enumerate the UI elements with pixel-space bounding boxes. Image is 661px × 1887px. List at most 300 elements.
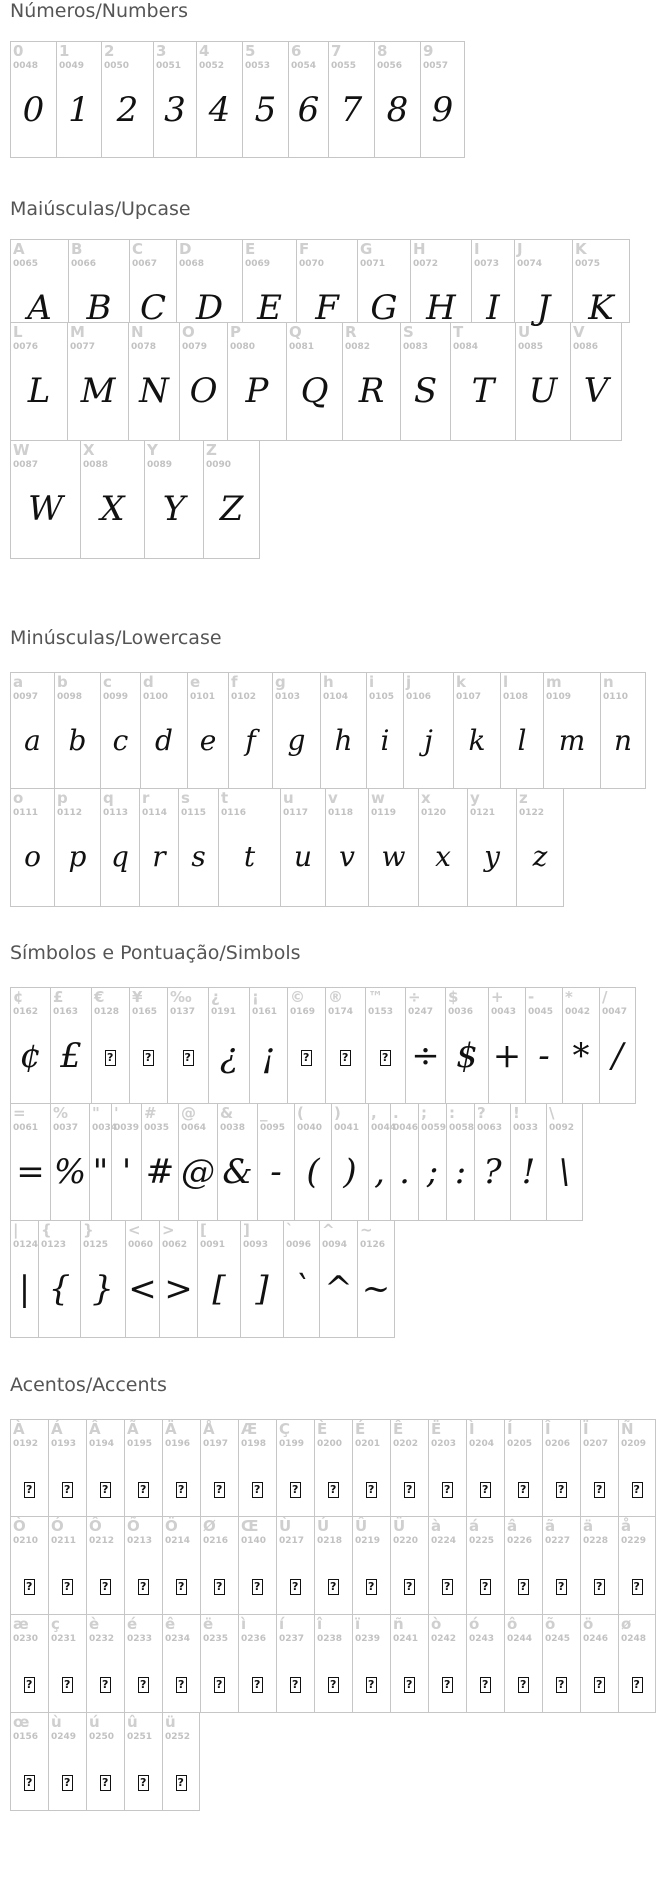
glyph-code-label: 0100	[143, 692, 169, 702]
glyph-row	[10, 1221, 636, 1338]
glyph-code-label: 0070	[299, 259, 325, 269]
missing-glyph-icon	[353, 1480, 390, 1498]
glyph-sample: l	[517, 724, 527, 757]
replacement-box-icon	[404, 1677, 415, 1693]
glyph-character-label: Ò	[13, 1517, 26, 1535]
replacement-box-icon	[100, 1482, 111, 1498]
glyph-sample: =	[16, 1152, 45, 1192]
glyph-code-label: 0056	[377, 61, 403, 71]
glyph-sample: ]	[255, 1269, 269, 1309]
glyph-cell	[466, 1517, 504, 1615]
glyph-code-label: 0196	[165, 1439, 191, 1449]
glyph-code-label: 0066	[71, 259, 97, 269]
glyph-character-label: 8	[377, 42, 388, 60]
glyph-sample: /	[611, 1036, 624, 1076]
glyph-character-label: H	[413, 240, 426, 258]
missing-glyph-icon	[130, 1048, 167, 1066]
glyph-character-label: ù	[51, 1713, 62, 1731]
glyph-cell	[276, 1419, 314, 1517]
replacement-box-icon	[632, 1579, 643, 1595]
glyph-character-label: û	[127, 1713, 138, 1731]
glyph-code-label: 0252	[165, 1732, 191, 1742]
missing-glyph-icon	[239, 1675, 276, 1693]
glyph-sample: {	[48, 1269, 71, 1309]
glyph-character-label: p	[57, 789, 68, 807]
glyph-code-label: 0064	[181, 1123, 207, 1133]
glyph-character-label: ì	[241, 1615, 247, 1633]
glyph-code-label: 0250	[89, 1732, 115, 1742]
missing-glyph-icon	[429, 1577, 466, 1595]
glyph-code-label: 0069	[245, 259, 271, 269]
glyph-code-label: 0111	[13, 808, 39, 818]
glyph-cell	[618, 1419, 656, 1517]
glyph-cell	[200, 1517, 238, 1615]
glyph-character-label: Ì	[469, 1420, 475, 1438]
replacement-box-icon	[24, 1579, 35, 1595]
glyph-character-label: B	[71, 240, 83, 258]
glyph-character-label: ö	[583, 1615, 594, 1633]
glyph-code-label: 0247	[408, 1007, 434, 1017]
glyph-sample: i	[380, 724, 390, 757]
glyph-code-label: 0049	[59, 61, 85, 71]
missing-glyph-icon	[543, 1480, 580, 1498]
missing-glyph-icon	[619, 1675, 655, 1693]
glyph-character-label: P	[230, 323, 241, 341]
glyph-row	[10, 789, 646, 907]
section-title-symbols: Símbolos e Pontuação/Simbols	[10, 942, 301, 964]
replacement-box-icon	[176, 1579, 187, 1595]
glyph-sample: '	[121, 1152, 132, 1192]
glyph-character-label: U	[518, 323, 531, 341]
glyph-character-label: &	[220, 1104, 234, 1122]
glyph-code-label: 0104	[323, 692, 349, 702]
glyph-code-label: 0248	[621, 1634, 647, 1644]
glyph-sample: d	[155, 724, 173, 757]
missing-glyph-icon	[11, 1577, 48, 1595]
glyph-sample: K	[588, 288, 614, 328]
missing-glyph-icon	[201, 1480, 238, 1498]
glyph-code-label: 0242	[431, 1634, 457, 1644]
glyph-character-label: ò	[431, 1615, 442, 1633]
glyph-sample: *	[572, 1036, 590, 1076]
glyph-code-label: 0102	[231, 692, 257, 702]
glyph-code-label: 0087	[13, 460, 39, 470]
glyph-cell	[91, 987, 129, 1104]
glyph-cell	[466, 1615, 504, 1713]
replacement-box-icon	[404, 1579, 415, 1595]
glyph-code-label: 0068	[179, 259, 205, 269]
glyph-sample: ;	[426, 1152, 439, 1192]
glyph-character-label: F	[299, 240, 310, 258]
glyph-character-label: n	[603, 673, 614, 691]
glyph-cell	[319, 1221, 357, 1338]
glyph-code-label: 0116	[221, 808, 247, 818]
glyph-cell	[129, 987, 167, 1104]
glyph-cell	[600, 672, 646, 789]
glyph-sample: g	[287, 724, 306, 757]
glyph-sample: ¿	[219, 1036, 239, 1076]
glyph-character-label: E	[245, 240, 256, 258]
glyph-cell	[466, 1419, 504, 1517]
glyph-sample: R	[358, 371, 385, 411]
glyph-code-label: 0125	[83, 1240, 109, 1250]
glyph-character-label: :	[449, 1104, 455, 1122]
glyph-code-label: 0038	[220, 1123, 246, 1133]
glyph-cell	[368, 1104, 397, 1221]
glyph-code-label: 0227	[545, 1536, 571, 1546]
glyph-cell	[471, 239, 514, 328]
glyph-cell	[86, 1615, 124, 1713]
glyph-code-label: 0075	[575, 259, 601, 269]
glyph-sample: -	[270, 1152, 282, 1192]
glyph-cell	[572, 239, 630, 328]
glyph-cell	[331, 1104, 368, 1221]
glyph-character-label: G	[360, 240, 373, 258]
glyph-character-label: 6	[291, 42, 302, 60]
glyph-code-label: 0085	[518, 342, 544, 352]
missing-glyph-icon	[239, 1577, 276, 1595]
glyph-character-label: i	[369, 673, 375, 691]
glyph-sample: t	[243, 840, 256, 873]
glyph-character-label: õ	[545, 1615, 556, 1633]
glyph-cell	[10, 1104, 50, 1221]
glyph-code-label: 0065	[13, 259, 39, 269]
glyph-cell	[400, 323, 450, 441]
glyph-code-label: 0195	[127, 1439, 153, 1449]
glyph-character-label: ]	[243, 1221, 250, 1239]
glyph-code-label: 0088	[83, 460, 109, 470]
glyph-code-label: 0212	[89, 1536, 115, 1546]
glyph-sample: J	[536, 288, 551, 328]
glyph-code-label: 0084	[453, 342, 479, 352]
replacement-box-icon	[138, 1482, 149, 1498]
glyph-character-label: '	[114, 1104, 119, 1122]
glyph-character-label: €	[94, 988, 105, 1006]
glyph-code-label: 0105	[369, 692, 395, 702]
glyph-sample: Y	[162, 489, 186, 529]
glyph-code-label: 0043	[491, 1007, 517, 1017]
glyph-cell	[10, 41, 56, 158]
glyph-character-label: L	[13, 323, 23, 341]
glyph-code-label: 0214	[165, 1536, 191, 1546]
glyph-sample: v	[339, 840, 355, 873]
glyph-cell	[124, 1713, 162, 1811]
glyph-sample: O	[189, 371, 218, 411]
glyph-character-label: x	[421, 789, 431, 807]
glyph-code-label: 0114	[142, 808, 168, 818]
glyph-character-label: R	[345, 323, 357, 341]
glyph-character-label: Î	[545, 1420, 551, 1438]
glyph-sample: f	[245, 724, 256, 757]
glyph-character-label: Â	[89, 1420, 101, 1438]
glyph-cell	[504, 1615, 542, 1713]
glyph-code-label: 0234	[165, 1634, 191, 1644]
replacement-box-icon	[290, 1482, 301, 1498]
glyph-character-label: Ó	[51, 1517, 64, 1535]
missing-glyph-icon	[92, 1048, 129, 1066]
glyph-cell	[178, 789, 218, 907]
replacement-box-icon	[301, 1050, 312, 1066]
glyph-cell	[410, 239, 471, 328]
missing-glyph-icon	[581, 1480, 618, 1498]
glyph-character-label: ‰	[170, 988, 192, 1006]
missing-glyph-icon	[505, 1675, 542, 1693]
glyph-sample: n	[613, 724, 633, 757]
glyph-character-label: l	[503, 673, 509, 691]
glyph-code-label: 0108	[503, 692, 529, 702]
glyph-cell	[48, 1713, 86, 1811]
glyph-cell	[294, 1104, 331, 1221]
glyph-code-label: 0239	[355, 1634, 381, 1644]
glyph-code-label: 0062	[162, 1240, 188, 1250]
glyph-code-label: 0090	[206, 460, 232, 470]
replacement-box-icon	[290, 1677, 301, 1693]
glyph-sample: ¡	[261, 1036, 276, 1076]
glyph-cell	[249, 987, 287, 1104]
glyph-character-label: _	[260, 1104, 268, 1122]
glyph-character-label: ¡	[252, 988, 259, 1006]
glyph-character-label: Ç	[279, 1420, 291, 1438]
missing-glyph-icon	[125, 1675, 162, 1693]
replacement-box-icon	[62, 1482, 73, 1498]
glyph-cell	[10, 1615, 48, 1713]
glyph-character-label: u	[283, 789, 294, 807]
glyph-cell	[580, 1419, 618, 1517]
glyph-cell	[390, 1104, 418, 1221]
replacement-box-icon	[404, 1482, 415, 1498]
glyph-sample: ~	[361, 1269, 391, 1309]
glyph-character-label: Ã	[127, 1420, 139, 1438]
glyph-cell	[217, 1104, 257, 1221]
glyph-sample: p	[68, 840, 87, 873]
glyph-cell	[68, 239, 129, 328]
glyph-cell	[10, 1713, 48, 1811]
glyph-character-label: Ä	[165, 1420, 177, 1438]
glyph-code-label: 0039	[114, 1123, 140, 1133]
glyph-cell	[162, 1419, 200, 1517]
glyph-code-label: 0072	[413, 259, 439, 269]
glyph-character-label: ä	[583, 1517, 594, 1535]
glyph-cell	[580, 1615, 618, 1713]
glyph-sample: C	[139, 288, 166, 328]
glyph-sample: S	[413, 371, 438, 411]
glyph-code-label: 0035	[144, 1123, 170, 1133]
replacement-box-icon	[632, 1677, 643, 1693]
missing-glyph-icon	[315, 1480, 352, 1498]
replacement-box-icon	[594, 1482, 605, 1498]
glyph-character-label: ó	[469, 1615, 480, 1633]
glyph-sample: [	[212, 1269, 226, 1309]
glyph-cell	[525, 987, 562, 1104]
replacement-box-icon	[24, 1482, 35, 1498]
glyph-cell	[48, 1419, 86, 1517]
replacement-box-icon	[328, 1482, 339, 1498]
glyph-character-label: É	[355, 1420, 366, 1438]
glyph-code-label: 0057	[423, 61, 449, 71]
glyph-grid-symbols	[10, 987, 636, 1338]
glyph-cell	[10, 789, 54, 907]
glyph-cell	[208, 987, 249, 1104]
glyph-cell	[144, 441, 203, 559]
glyph-cell	[179, 323, 227, 441]
glyph-cell	[10, 1517, 48, 1615]
missing-glyph-icon	[125, 1577, 162, 1595]
glyph-character-label: Ø	[203, 1517, 216, 1535]
glyph-cell	[328, 41, 374, 158]
glyph-character-label: Õ	[127, 1517, 140, 1535]
glyph-cell	[238, 1517, 276, 1615]
glyph-character-label: .	[393, 1104, 399, 1122]
glyph-character-label: ?	[477, 1104, 486, 1122]
glyph-cell	[542, 1615, 580, 1713]
glyph-character-label: à	[431, 1517, 442, 1535]
glyph-code-label: 0034	[92, 1123, 118, 1133]
glyph-character-label: œ	[13, 1713, 30, 1731]
glyph-cell	[562, 987, 599, 1104]
glyph-cell	[450, 323, 515, 441]
glyph-character-label: v	[328, 789, 338, 807]
replacement-box-icon	[480, 1579, 491, 1595]
glyph-character-label: o	[13, 789, 24, 807]
glyph-code-label: 0244	[507, 1634, 533, 1644]
glyph-character-label: %	[53, 1104, 69, 1122]
missing-glyph-icon	[163, 1577, 200, 1595]
glyph-character-label: q	[103, 789, 114, 807]
replacement-box-icon	[556, 1677, 567, 1693]
missing-glyph-icon	[391, 1675, 428, 1693]
glyph-cell	[10, 323, 67, 441]
glyph-grid-lowercase	[10, 672, 646, 907]
glyph-sample: w	[381, 840, 406, 873]
missing-glyph-icon	[467, 1675, 504, 1693]
glyph-character-label: r	[142, 789, 150, 807]
glyph-character-label: g	[275, 673, 286, 691]
glyph-sample: \	[558, 1152, 571, 1192]
missing-glyph-icon	[543, 1675, 580, 1693]
glyph-code-label: 0213	[127, 1536, 153, 1546]
glyph-character-label: <	[128, 1221, 141, 1239]
glyph-cell	[488, 987, 525, 1104]
glyph-cell	[618, 1517, 656, 1615]
glyph-sample: G	[370, 288, 398, 328]
glyph-character-label: y	[470, 789, 480, 807]
glyph-code-label: 0231	[51, 1634, 77, 1644]
replacement-box-icon	[176, 1677, 187, 1693]
glyph-sample: <	[128, 1269, 157, 1309]
glyph-cell	[428, 1615, 466, 1713]
replacement-box-icon	[214, 1677, 225, 1693]
replacement-box-icon	[556, 1579, 567, 1595]
glyph-code-label: 0098	[57, 692, 83, 702]
missing-glyph-icon	[429, 1675, 466, 1693]
glyph-character-label: 7	[331, 42, 342, 60]
glyph-character-label: È	[317, 1420, 328, 1438]
glyph-sample: 8	[386, 90, 409, 130]
glyph-sample: u	[293, 840, 313, 873]
glyph-character-label: À	[13, 1420, 25, 1438]
glyph-sample: :	[454, 1152, 467, 1192]
replacement-box-icon	[183, 1050, 194, 1066]
glyph-character-label: @	[181, 1104, 196, 1122]
glyph-code-label: 0236	[241, 1634, 267, 1644]
glyph-cell	[543, 672, 600, 789]
glyph-cell	[570, 323, 622, 441]
missing-glyph-icon	[163, 1480, 200, 1498]
glyph-code-label: 0110	[603, 692, 629, 702]
glyph-sample: )	[343, 1152, 357, 1192]
glyph-sample: "	[92, 1152, 109, 1192]
glyph-code-label: 0076	[13, 342, 39, 352]
glyph-row	[10, 1615, 656, 1713]
missing-glyph-icon	[288, 1048, 325, 1066]
glyph-code-label: 0061	[13, 1123, 39, 1133]
glyph-code-label: 0113	[103, 808, 129, 818]
replacement-box-icon	[366, 1482, 377, 1498]
glyph-character-label: £	[53, 988, 64, 1006]
replacement-box-icon	[252, 1677, 263, 1693]
glyph-character-label: K	[575, 240, 587, 258]
glyph-code-label: 0156	[13, 1732, 39, 1742]
glyph-cell	[141, 1104, 178, 1221]
glyph-character-label: k	[456, 673, 466, 691]
glyph-sample: 5	[254, 90, 277, 130]
glyph-cell	[445, 987, 488, 1104]
glyph-sample: c	[112, 724, 129, 757]
missing-glyph-icon	[619, 1480, 655, 1498]
glyph-cell	[453, 672, 500, 789]
glyph-sample: h	[334, 724, 353, 757]
glyph-cell	[242, 41, 288, 158]
glyph-code-label: 0033	[513, 1123, 539, 1133]
glyph-character-label: c	[103, 673, 112, 691]
glyph-character-label: =	[13, 1104, 26, 1122]
glyph-sample: 7	[340, 90, 363, 130]
glyph-cell	[200, 1615, 238, 1713]
glyph-cell	[203, 441, 260, 559]
replacement-box-icon	[518, 1677, 529, 1693]
glyph-cell	[357, 1221, 395, 1338]
glyph-cell	[352, 1517, 390, 1615]
glyph-character-label: e	[190, 673, 201, 691]
glyph-code-label: 0063	[477, 1123, 503, 1133]
replacement-box-icon	[138, 1775, 149, 1791]
glyph-cell	[197, 1221, 240, 1338]
glyph-character-label: \	[549, 1104, 555, 1122]
glyph-character-label: A	[13, 240, 25, 258]
missing-glyph-icon	[125, 1480, 162, 1498]
glyph-cell	[176, 239, 242, 328]
replacement-box-icon	[480, 1482, 491, 1498]
missing-glyph-icon	[581, 1675, 618, 1693]
glyph-code-label: 0091	[200, 1240, 226, 1250]
glyph-code-label: 0219	[355, 1536, 381, 1546]
glyph-code-label: 0082	[345, 342, 371, 352]
glyph-sample: ÷	[411, 1036, 440, 1076]
missing-glyph-icon	[125, 1773, 162, 1791]
glyph-character-label: ;	[421, 1104, 427, 1122]
glyph-character-label: ¢	[13, 988, 24, 1006]
glyph-cell	[162, 1517, 200, 1615]
glyph-row	[10, 323, 630, 441]
glyph-character-label: í	[279, 1615, 285, 1633]
glyph-character-label: I	[474, 240, 480, 258]
glyph-cell	[514, 239, 572, 328]
glyph-cell	[276, 1517, 314, 1615]
section-title-lowercase: Minúsculas/Lowercase	[10, 627, 222, 649]
glyph-cell	[418, 1104, 446, 1221]
glyph-cell	[365, 987, 405, 1104]
glyph-sample: y	[484, 840, 500, 873]
